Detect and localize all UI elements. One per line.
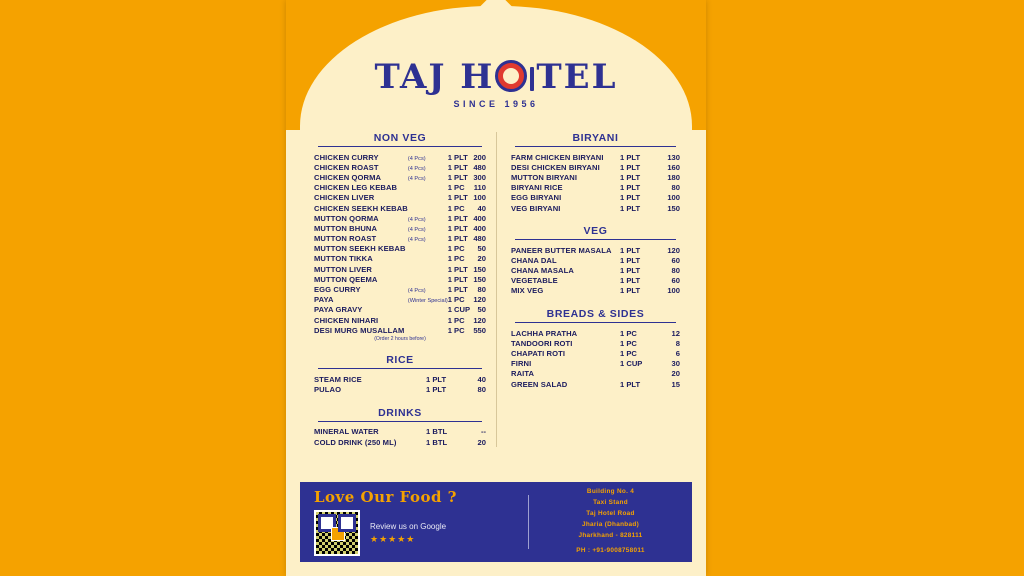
item-price: 480: [473, 162, 486, 172]
item-note: (4 Pcs): [407, 226, 426, 233]
menu-row: [314, 315, 486, 325]
item-name: MIX VEG: [511, 286, 544, 296]
item-note: [408, 325, 448, 335]
plate-icon: [495, 60, 527, 92]
menu-row: [314, 325, 486, 335]
item-qty: 1 PLT: [620, 162, 641, 172]
item-price: 12: [671, 328, 680, 338]
item-qty: 1 PC: [447, 183, 465, 193]
review-text: Review us on Google: [370, 521, 447, 531]
item-qty: 1 PLT: [447, 193, 468, 203]
item-qty: 1 PC: [620, 349, 637, 359]
item-price: 180: [667, 172, 680, 182]
section-title-non-veg: NON VEG: [318, 132, 482, 147]
item-price: 40: [477, 374, 486, 384]
item-qty: [620, 369, 654, 379]
item-name: DESI CHICKEN BIRYANI: [511, 162, 600, 172]
item-qty: 1 BTL: [426, 427, 448, 437]
item-qty: 1 PLT: [447, 274, 468, 284]
menu-row: [511, 328, 680, 338]
address-line-3: Taj Hotel Road: [586, 510, 635, 518]
menu-row: [314, 427, 486, 437]
item-qty: 1 PLT: [426, 374, 447, 384]
item-name: MUTTON QORMA: [314, 213, 379, 223]
item-qty: 1 PLT: [620, 183, 641, 193]
item-note: [408, 244, 448, 254]
item-qty: 1 PLT: [447, 152, 468, 162]
item-qty: 1 PLT: [620, 193, 641, 203]
menu-row: [511, 203, 680, 213]
footer-band: [300, 482, 692, 562]
item-price: 150: [473, 274, 486, 284]
item-qty: 1 PLT: [620, 286, 641, 296]
item-qty: 1 PC: [447, 254, 465, 264]
item-note: (Winter Special): [407, 298, 448, 305]
item-price: 40: [477, 203, 486, 213]
section-items-breads-sides: [511, 328, 680, 389]
item-price: 160: [667, 162, 680, 172]
menu-row: [511, 369, 680, 379]
item-price: 80: [477, 385, 486, 395]
menu-row: [314, 274, 486, 284]
item-name: CHICKEN NIHARI: [314, 315, 379, 325]
item-qty: 1 PC: [620, 338, 637, 348]
menu-row: [511, 152, 680, 162]
item-qty: 1 BTL: [426, 437, 448, 447]
menu-row: [314, 254, 486, 264]
menu-row: [314, 305, 486, 315]
item-price: 120: [473, 295, 486, 305]
item-name: CHICKEN LEG KEBAB: [314, 183, 398, 193]
menu-row: [511, 379, 680, 389]
phone-number: PH : +91-9008758011: [576, 546, 645, 554]
item-qty: 1 PLT: [620, 152, 641, 162]
since-text: SINCE 1956: [453, 99, 539, 109]
section-title-breads-sides: BREADS & SIDES: [515, 308, 676, 323]
section-items-rice: [314, 374, 486, 394]
item-qty: 1 PLT: [620, 255, 641, 265]
item-name: VEGETABLE: [511, 276, 558, 286]
qr-code-icon[interactable]: [314, 510, 360, 556]
item-name: CHANA DAL: [511, 255, 557, 265]
footer-address-block: [529, 487, 692, 556]
menu-row: [314, 223, 486, 233]
item-name: PAYA: [314, 295, 334, 305]
menu-row: [314, 244, 486, 254]
star-rating-icon: ★★★★★: [370, 533, 416, 544]
item-qty: 1 PLT: [447, 213, 468, 223]
item-note: [408, 274, 448, 284]
item-price: 110: [473, 183, 486, 193]
item-note: [408, 193, 448, 203]
item-price: 400: [473, 213, 486, 223]
item-name: BIRYANI RICE: [511, 183, 563, 193]
item-name: PAYA GRAVY: [314, 305, 363, 315]
item-name: CHICKEN CURRY: [314, 152, 379, 162]
item-qty: 1 PLT: [447, 223, 468, 233]
item-price: 130: [667, 152, 680, 162]
section-title-rice: RICE: [318, 354, 482, 369]
item-price: 100: [667, 286, 680, 296]
section-items-drinks: [314, 427, 486, 447]
item-name: STEAM RICE: [314, 374, 362, 384]
item-price: 20: [671, 369, 680, 379]
item-price: 60: [671, 255, 680, 265]
item-name: LACHHA PRATHA: [511, 328, 578, 338]
address-line-2: Taxi Stand: [593, 499, 628, 507]
item-price: 15: [671, 379, 680, 389]
menu-row: [314, 203, 486, 213]
item-qty: 1 PLT: [447, 162, 468, 172]
love-our-food-heading: Love Our Food ?: [314, 488, 457, 506]
item-note: [408, 183, 448, 193]
qr-row: [314, 510, 528, 556]
item-name: CHICKEN LIVER: [314, 193, 375, 203]
item-note: (4 Pcs): [407, 165, 426, 172]
item-qty: 1 PLT: [426, 385, 447, 395]
menu-row: [511, 172, 680, 182]
item-price: 50: [477, 305, 486, 315]
item-name: MUTTON BHUNA: [314, 223, 378, 233]
item-price: 30: [671, 359, 680, 369]
item-name: MUTTON TIKKA: [314, 254, 373, 264]
item-qty: 1 PLT: [620, 276, 641, 286]
section-items-non-veg: [314, 152, 486, 335]
item-qty: 1 PLT: [447, 285, 468, 295]
item-note: (4 Pcs): [407, 237, 426, 244]
item-price: 20: [477, 254, 486, 264]
item-price: 100: [473, 193, 486, 203]
item-name: TANDOORI ROTI: [511, 338, 573, 348]
item-price: 120: [473, 315, 486, 325]
item-qty: 1 PLT: [447, 264, 468, 274]
item-name: CHICKEN ROAST: [314, 162, 379, 172]
item-qty: 1 PLT: [447, 234, 468, 244]
item-price: 480: [473, 234, 486, 244]
item-qty: 1 PLT: [447, 172, 468, 182]
item-qty: 1 PLT: [620, 203, 641, 213]
menu-row: [314, 213, 486, 223]
item-name: MUTTON QEEMA: [314, 274, 378, 284]
menu-row: [314, 374, 486, 384]
item-name: EGG CURRY: [314, 285, 361, 295]
item-price: 60: [671, 276, 680, 286]
section-title-drinks: DRINKS: [318, 407, 482, 422]
address-line-4: Jharia (Dhanbad): [582, 521, 639, 528]
item-qty: 1 CUP: [620, 359, 643, 369]
menu-row: [314, 193, 486, 203]
item-price: --: [480, 427, 486, 437]
fork-icon: [530, 67, 534, 91]
menu-row: [511, 183, 680, 193]
item-name: MINERAL WATER: [314, 427, 379, 437]
menu-column-left: [314, 132, 497, 447]
section-items-biryani: [511, 152, 680, 213]
item-price: 150: [473, 264, 486, 274]
menu-row: [314, 264, 486, 274]
menu-row: [314, 385, 486, 395]
item-note: (4 Pcs): [407, 216, 426, 223]
menu-row: [511, 338, 680, 348]
menu-column-right: [497, 132, 680, 447]
menu-row: [314, 152, 486, 162]
menu-row: [511, 255, 680, 265]
section-title-veg: VEG: [515, 225, 676, 240]
menu-row: [314, 437, 486, 447]
item-price: 50: [477, 244, 486, 254]
qr-center-logo: [331, 527, 345, 541]
item-name: GREEN SALAD: [511, 379, 568, 389]
menu-row: [314, 162, 486, 172]
item-qty: 1 CUP: [447, 305, 471, 315]
menu-row: [511, 348, 680, 358]
item-price: 150: [667, 203, 680, 213]
address-line-5: Jharkhand - 828111: [578, 531, 643, 539]
item-name: MUTTON LIVER: [314, 264, 373, 274]
item-name: DESI MURG MUSALLAM: [314, 325, 405, 335]
section-title-biryani: BIRYANI: [515, 132, 676, 147]
menu-row: [314, 295, 486, 305]
item-price: 120: [667, 245, 680, 255]
item-qty: 1 PLT: [620, 266, 641, 276]
item-price: 200: [473, 152, 486, 162]
item-name: RAITA: [511, 369, 535, 379]
item-name: COLD DRINK (250 ML): [314, 437, 397, 447]
item-note: [408, 203, 448, 213]
item-price: 100: [667, 193, 680, 203]
menu-row: [511, 359, 680, 369]
item-qty: 1 PLT: [620, 379, 641, 389]
item-qty: 1 PLT: [620, 245, 641, 255]
item-note: [408, 254, 448, 264]
item-name: VEG BIRYANI: [511, 203, 561, 213]
item-price: 550: [473, 325, 486, 335]
menu-row: [314, 284, 486, 294]
menu-row: [511, 276, 680, 286]
item-name: MUTTON ROAST: [314, 234, 377, 244]
item-qty: 1 PC: [447, 325, 465, 335]
item-name: PULAO: [314, 385, 342, 395]
item-price: 8: [675, 338, 680, 348]
restaurant-logo: [286, 57, 706, 109]
review-block: [370, 522, 446, 545]
item-note: (4 Pcs): [407, 288, 426, 295]
item-price: 400: [473, 223, 486, 233]
item-name: FIRNI: [511, 359, 532, 369]
item-name: CHANA MASALA: [511, 266, 574, 276]
item-qty: 1 PC: [447, 244, 465, 254]
item-name: CHICKEN QORMA: [314, 172, 382, 182]
item-name: CHAPATI ROTI: [511, 349, 566, 359]
item-name: MUTTON SEEKH KEBAB: [314, 244, 406, 254]
item-qty: 1 PC: [620, 328, 637, 338]
menu-row: [511, 245, 680, 255]
item-price: 80: [671, 183, 680, 193]
logo-text: [374, 57, 618, 97]
item-price: 20: [477, 437, 486, 447]
item-qty: 1 PC: [447, 295, 465, 305]
menu-row: [314, 234, 486, 244]
section-items-veg: [511, 245, 680, 296]
item-qty: 1 PC: [447, 315, 465, 325]
footer-review-block: [300, 482, 528, 562]
section-footnote-non-veg: (Order 2 hours before): [374, 336, 426, 343]
menu-row: [511, 286, 680, 296]
item-note: [408, 305, 448, 315]
logo-text-part2: TEL: [536, 57, 618, 97]
menu-row: [511, 193, 680, 203]
address-line-1: Building No. 4: [586, 488, 635, 496]
item-price: 80: [671, 266, 680, 276]
item-qty: 1 PC: [447, 203, 465, 213]
item-qty: 1 PLT: [620, 172, 641, 182]
item-price: 6: [675, 349, 680, 359]
item-note: (4 Pcs): [407, 175, 426, 182]
menu-row: [511, 162, 680, 172]
item-note: [408, 264, 448, 274]
item-note: (4 Pcs): [407, 155, 426, 162]
item-price: 80: [477, 285, 486, 295]
item-note: [408, 315, 448, 325]
item-name: EGG BIRYANI: [511, 193, 562, 203]
menu-columns: [314, 132, 680, 447]
item-name: PANEER BUTTER MASALA: [511, 245, 612, 255]
item-price: 300: [473, 172, 486, 182]
item-name: FARM CHICKEN BIRYANI: [511, 152, 604, 162]
menu-row: [314, 183, 486, 193]
menu-row: [511, 266, 680, 276]
logo-text-part1: TAJ H: [374, 57, 495, 97]
item-name: CHICKEN SEEKH KEBAB: [314, 203, 408, 213]
item-name: MUTTON BIRYANI: [511, 172, 578, 182]
menu-card: [286, 0, 706, 576]
menu-row: [314, 172, 486, 182]
